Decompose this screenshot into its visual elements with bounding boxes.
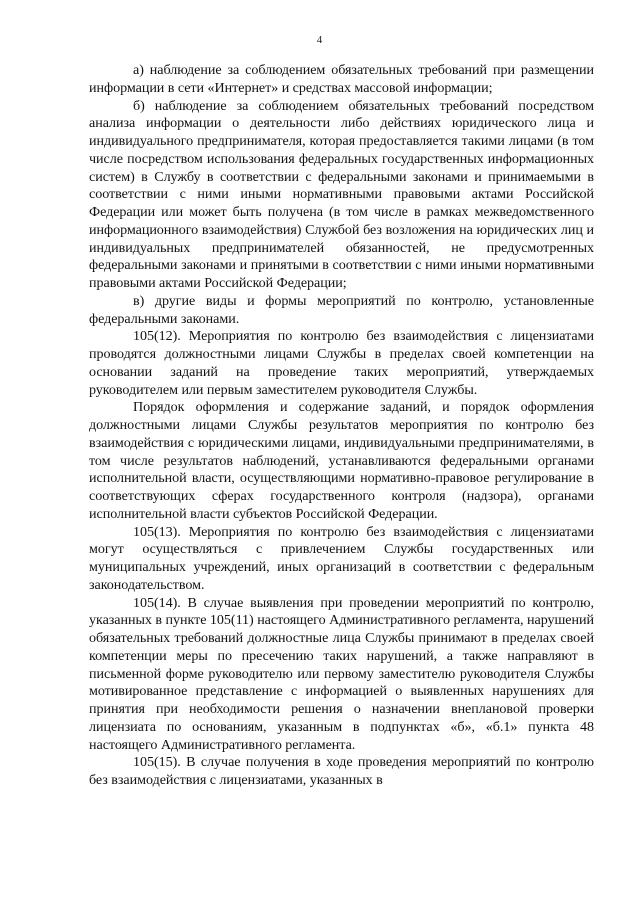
- paragraph-105-12: 105(12). Мероприятия по контролю без взаимодействия с лицензиатами проводятся должностными лицами Службы в пределах своей компетенции на основании заданий на проведение таких мероприятий, утверждаемых руководителем или первым заместителем руководителя Службы.: [89, 328, 594, 398]
- document-body: [89, 62, 594, 790]
- page-number: 4: [316, 34, 323, 46]
- paragraph-105-13: 105(13). Мероприятия по контролю без взаимодействия с лицензиатами могут осуществляться с привлечением Службы государственных или муниципальных учреждений, иных организаций в соответствии с федеральным законодательством.: [89, 523, 594, 593]
- paragraph-procedure: Порядок оформления и содержание заданий, и порядок оформления должностными лицами Службы результатов мероприятия по контролю без взаимодействия с юридическими лицами, индивидуальными предпринимателями, в том числе результатов наблюдений, устанавливаются федеральными органами исполнительной власти, осуществляющими нормативно-правовое регулирование в соответствующих сферах государственного контроля (надзора), органами исполнительной власти субъектов Российской Федерации.: [89, 399, 594, 522]
- paragraph-105-14: 105(14). В случае выявления при проведении мероприятий по контролю, указанных в пункте 105(11) настоящего Административного регламента, нарушений обязательных требований должностные лица Службы принимают в пределах своей компетенции меры по пресечению таких нарушений, а также направляют в письменной форме руководителю или первому заместителю руководителя Службы мотивированное представление с информацией о выявленных нарушениях для принятия при необходимости решения о назначении внеплановой проверки лицензиата по основаниям, указанным в подпунктах «б», «б.1» пункта 48 настоящего Административного регламента.: [89, 594, 594, 753]
- paragraph-105-15: 105(15). В случае получения в ходе проведения мероприятий по контролю без взаимодействия с лицензиатами, указанных в: [89, 754, 594, 788]
- paragraph-item-a: а) наблюдение за соблюдением обязательных требований при размещении информации в сети «Интернет» и средствах массовой информации;: [89, 62, 594, 96]
- paragraph-item-v: в) другие виды и формы мероприятий по контролю, установленные федеральными законами.: [89, 292, 594, 327]
- paragraph-item-b: б) наблюдение за соблюдением обязательных требований посредством анализа информации о деятельности либо действиях юридического лица и индивидуального предпринимателя, которая предоставляется такими лицами (в том числе посредством использования федеральных государственных информационных систем) в Службу в соответствии с федеральными законами и принимаемыми в соответствии с ними иными нормативными правовыми актами Российской Федерации или может быть получена (в том числе в рамках межведомственного информационного взаимодействия) Службой без возложения на юридических лиц и индивидуальных предпринимателей обязанностей, не предусмотренных федеральными законами и принятыми в соответствии с ними иными нормативными правовыми актами Российской Федерации;: [89, 97, 594, 291]
